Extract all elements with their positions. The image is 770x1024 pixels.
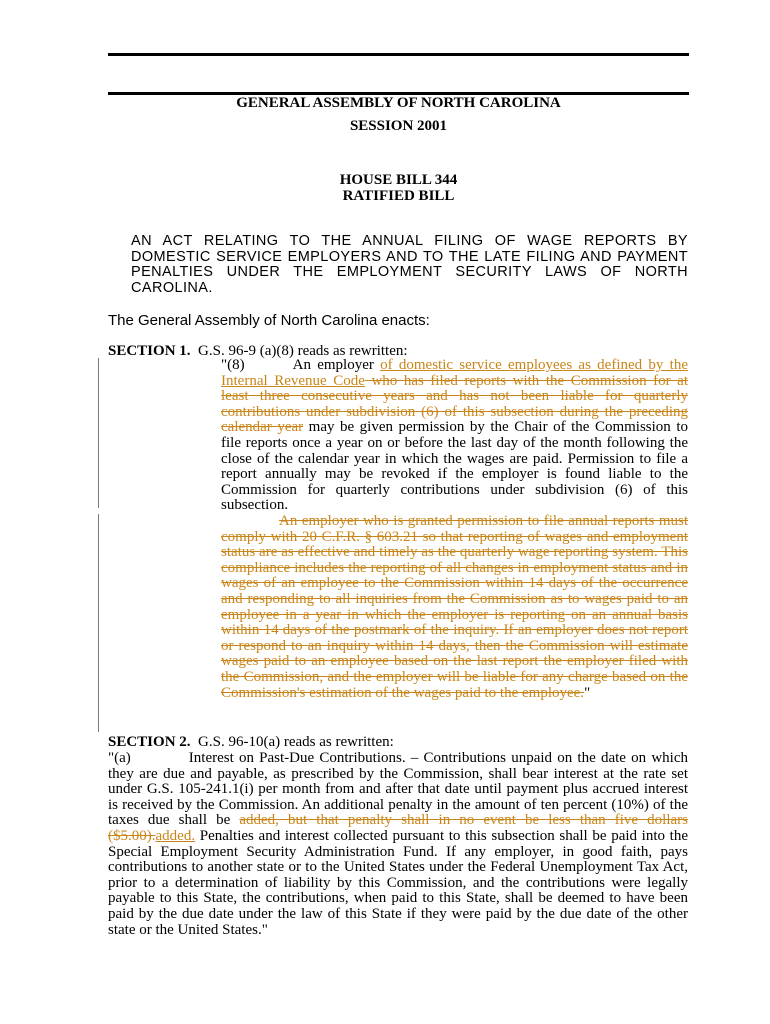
deleted-text: An employer who is granted permission to file annual reports must comply with 20 C.F.R. § 603.21 so that reporting of wages and employment status are as effective and timely as the quarterly wage reporting system. This compliance includes the reporting of all changes in employment status and in wages of an employee to the Commission within 14 days of the occurrence and responding to all inquiries from the Commission as to wages paid to an employee in a year in which the employer is reporting on an annual basis within 14 days of the postmark of the inquiry. If an employer does not report or respond to an inquiry within 14 days, then the Commission will estimate wages paid to an employee based on the last report the employer filed with the Commission, and the employer will be liable for any charge based on the Commission's estimation of the wages paid to the employee.	[221, 513, 688, 701]
paragraph-text: may be given permission by the Chair of the Commission to file reports once a year on or before the last day of the month following the close of the calendar year in which the wages are paid. Permission to file a report annually may be revoked if the employer is found liable to the Commission for quarterly contributions under subdivision (6) of this subsection.	[221, 419, 688, 514]
change-bar	[98, 358, 99, 508]
paragraph-number: "(a)	[108, 750, 131, 766]
paragraph-text-continued: Penalties and interest collected pursuant to this subsection shall be paid into the Special Employment Security Administration Fund. If any employer, in good faith, pays contributions to another state or to the United States under the Federal Unemployment Tax Act, prior to a determination of liability by this Commission, and the contributions were legally payable to this State, the contributions, when paid to this State, shall be deemed to have been paid by the due date under the law of this State if they were paid by the due date of the other state or the United States."	[108, 827, 688, 938]
closing-quote: "	[584, 684, 591, 701]
enacting-clause: The General Assembly of North Carolina enacts:	[108, 312, 430, 329]
deleted-text: added, but that penalty shall in no event be less than five dollars ($5.00).	[108, 812, 688, 844]
section-1-label: SECTION 1.	[108, 343, 191, 359]
section-2-label: SECTION 2.	[108, 734, 191, 750]
change-bar	[98, 514, 99, 732]
paragraph-number: "(8)	[221, 357, 245, 373]
section-2-paragraph-a	[108, 751, 688, 938]
session-heading: SESSION 2001	[349, 118, 448, 134]
inserted-text: of domestic service employees as defined by the Internal Revenue Code	[221, 357, 688, 389]
bill-status: RATIFIED BILL	[342, 188, 455, 204]
section-2-heading	[108, 734, 394, 750]
section-1-deleted-paragraph	[221, 514, 688, 701]
section-1-heading-text: G.S. 96-9 (a)(8) reads as rewritten:	[198, 343, 408, 359]
inserted-text: added.	[155, 827, 196, 844]
act-title: AN ACT RELATING TO THE ANNUAL FILING OF WAGE REPORTS BY DOMESTIC SERVICE EMPLOYERS AND TO THE LATE FILING AND PAYMENT PENALTIES UNDER THE EMPLOYMENT SECURITY LAWS OF NORTH CAROLINA.	[131, 233, 688, 296]
paragraph-text: Interest on Past-Due Contributions. – Contributions unpaid on the date on which they are due and payable, as prescribed by the Commission, shall bear interest at the rate set under G.S. 105-241.1(i) per month from and after that date until payment plus accrued interest is received by the Commission. An additional penalty in the amount of ten percent (10%) of the taxes due shall be	[108, 750, 688, 829]
section-1-paragraph-8	[221, 358, 688, 514]
assembly-heading: GENERAL ASSEMBLY OF NORTH CAROLINA	[236, 95, 561, 111]
paragraph-lead: An employer	[292, 357, 381, 373]
section-2-heading-text: G.S. 96-10(a) reads as rewritten:	[198, 734, 394, 750]
deleted-text: who has filed reports with the Commission for at least three consecutive years and has not been liable for quarterly contributions under subdivision (6) of this subsection during the preceding calendar year	[221, 372, 688, 436]
bill-number: HOUSE BILL 344	[339, 172, 458, 188]
top-rule	[108, 53, 689, 56]
